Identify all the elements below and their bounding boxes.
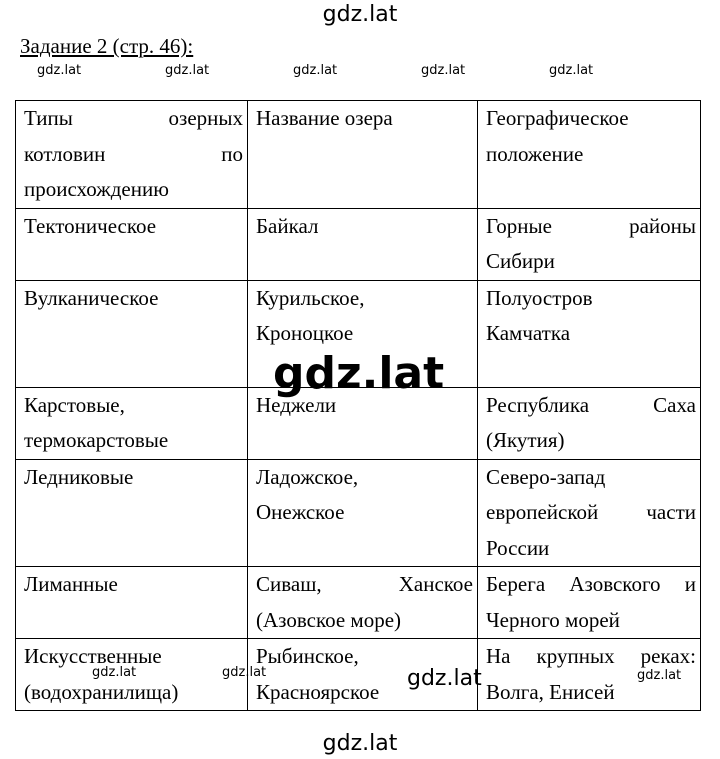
cell-line: Северо-запад xyxy=(486,464,606,489)
table-row xyxy=(16,208,701,280)
watermark-small: gdz.lat xyxy=(421,63,466,78)
cell-line: положение xyxy=(486,141,584,166)
header-cell-type xyxy=(16,101,248,209)
lakes-table xyxy=(15,100,701,711)
cell-line: Полуостров xyxy=(486,285,593,310)
cell-line: Камчатка xyxy=(486,321,571,345)
cell-line: Кроноцкое xyxy=(256,321,354,345)
cell-type xyxy=(16,280,248,387)
cell-line: Онежское xyxy=(256,500,345,524)
watermark-small: gdz.lat xyxy=(549,63,594,78)
cell-line: Сибири xyxy=(486,249,555,273)
header-cell-location xyxy=(478,101,701,209)
cell-line: Ледниковые xyxy=(24,464,134,489)
cell-location xyxy=(478,459,701,567)
cell-line: Рыбинское, xyxy=(256,644,359,668)
cell-line: Название озера xyxy=(256,106,393,130)
cell-name xyxy=(248,567,478,639)
watermark-center: gdz.lat xyxy=(273,348,445,399)
cell-line: Географическое xyxy=(486,106,629,130)
cell-line: На крупных реках: xyxy=(486,644,696,668)
cell-line: Курильское, xyxy=(256,285,365,310)
cell-type xyxy=(16,387,248,459)
cell-line: Искусственные xyxy=(24,644,162,668)
cell-location xyxy=(478,567,701,639)
watermark-mid: gdz.lat xyxy=(407,666,482,691)
table-header-row xyxy=(16,101,701,209)
watermark-small: gdz.lat xyxy=(293,63,338,78)
cell-line: термокарстовые xyxy=(24,428,169,452)
cell-location xyxy=(478,208,701,280)
cell-line: Берега Азовского и xyxy=(486,572,696,596)
watermark-footer: gdz.lat xyxy=(322,731,398,756)
cell-line: Карстовые, xyxy=(24,392,125,417)
cell-line: (Азовское море) xyxy=(256,607,402,632)
cell-line: Неджели xyxy=(256,392,337,417)
cell-line: (Якутия) xyxy=(486,428,565,452)
cell-line: Ладожское, xyxy=(256,464,359,489)
cell-line: происхождению xyxy=(24,177,169,201)
cell-type xyxy=(16,459,248,567)
cell-line: котловин по xyxy=(24,141,243,166)
table-row xyxy=(16,567,701,639)
cell-line: России xyxy=(486,535,550,560)
cell-location xyxy=(478,387,701,459)
cell-line: Сиваш, Ханское xyxy=(256,572,473,596)
watermark-top: gdz.lat xyxy=(322,2,398,27)
watermark-small: gdz.lat xyxy=(222,665,267,680)
header-cell-name xyxy=(248,101,478,209)
watermark-small: gdz.lat xyxy=(92,665,137,680)
cell-line: Байкал xyxy=(256,213,319,238)
table-row xyxy=(16,459,701,567)
cell-line: Горные районы xyxy=(486,213,696,238)
cell-name xyxy=(248,208,478,280)
cell-line: европейской части xyxy=(486,500,696,524)
watermark-small: gdz.lat xyxy=(637,668,682,683)
cell-type xyxy=(16,567,248,639)
cell-location xyxy=(478,280,701,387)
cell-name xyxy=(248,459,478,567)
cell-line: Вулканическое xyxy=(24,285,159,310)
cell-type xyxy=(16,208,248,280)
cell-line: (водохранилища) xyxy=(24,679,179,704)
cell-line: Типы озерных xyxy=(24,106,243,130)
cell-line: Волга, Енисей xyxy=(486,679,615,704)
cell-line: Республика Саха xyxy=(486,392,696,417)
cell-line: Черного морей xyxy=(486,607,620,632)
cell-line: Красноярское xyxy=(256,679,380,704)
watermark-small: gdz.lat xyxy=(165,63,210,78)
watermark-small: gdz.lat xyxy=(37,63,82,78)
task-title: Задание 2 (стр. 46): xyxy=(20,34,194,58)
cell-line: Лиманные xyxy=(24,572,118,596)
cell-line: Тектоническое xyxy=(24,213,157,238)
